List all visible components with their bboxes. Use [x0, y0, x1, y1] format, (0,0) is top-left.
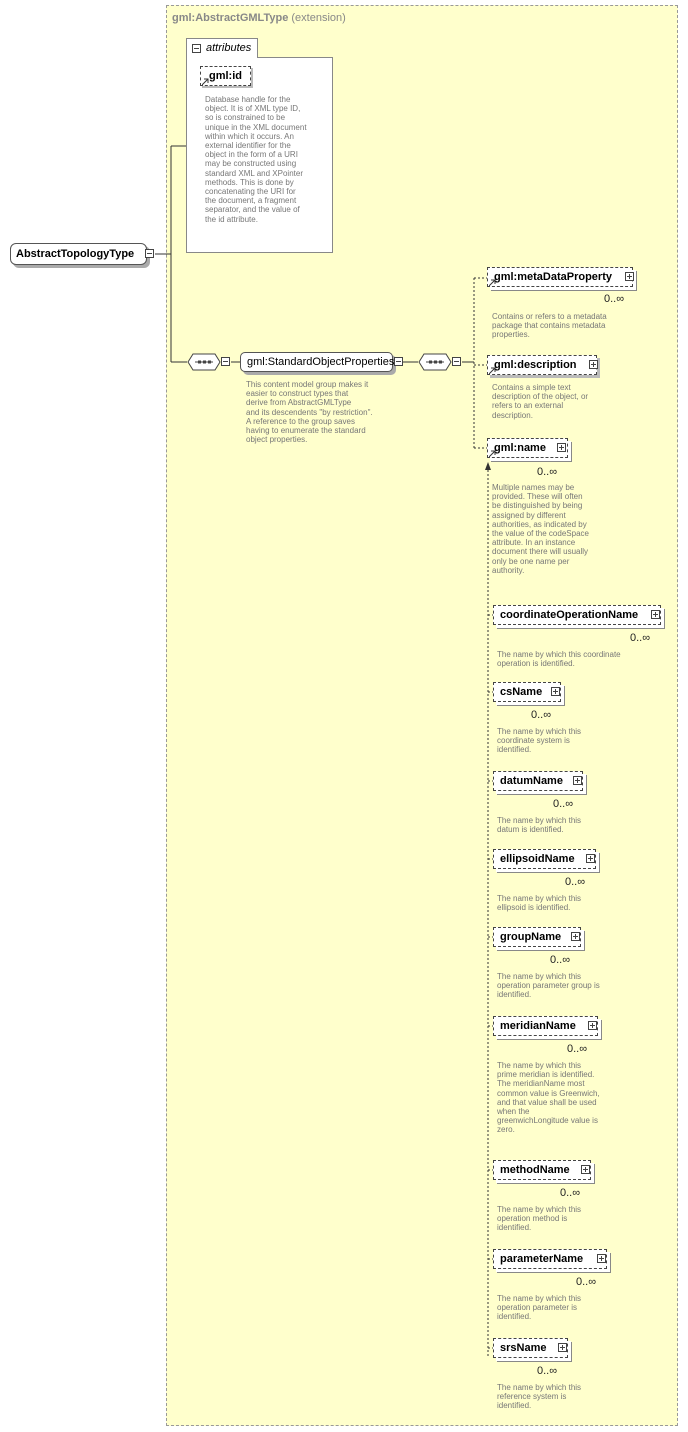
- element-label: meridianName: [500, 1020, 576, 1032]
- element-description: The name by which this coordinate system is identified.: [497, 727, 582, 755]
- expand-icon[interactable]: [586, 854, 595, 863]
- element-label: gml:name: [494, 442, 546, 454]
- element-label: gml:metaDataProperty: [494, 271, 612, 283]
- multiplicity: 0..∞: [531, 709, 552, 721]
- element-label: parameterName: [500, 1253, 584, 1265]
- element-srsname[interactable]: [493, 1338, 568, 1358]
- collapse-icon[interactable]: [145, 249, 154, 258]
- expand-icon[interactable]: [581, 1165, 590, 1174]
- attributes-tab-label: attributes: [206, 42, 252, 54]
- root-element-abstracttopologytype[interactable]: [10, 243, 147, 265]
- reference-arrow-icon: [489, 279, 496, 286]
- element-description: Contains or refers to a metadata package that contains metadata properties.: [492, 312, 607, 340]
- element-gml-description[interactable]: [487, 355, 597, 375]
- root-element-label: AbstractTopologyType: [16, 248, 135, 260]
- multiplicity: 0..∞: [550, 954, 571, 966]
- extension-kind: (extension): [291, 12, 346, 24]
- element-ellipsoidname[interactable]: [493, 849, 596, 869]
- element-parametername[interactable]: [493, 1249, 607, 1269]
- sequence-compositor-icon: [418, 353, 452, 371]
- element-description: The name by which this prime meridian is identified. The meridianName most common value is Greenwich, and that value shall be used when the greenwichLongitude value is zero.: [497, 1061, 600, 1135]
- multiplicity: 0..∞: [567, 1043, 588, 1055]
- attribute-gml-id-description: Database handle for the object. It is of XML type ID, so is constrained to be unique in the XML document within which it occurs. An external identifier for the object in the form of a URI may be constructed using standard XML and XPointer methods. This is done by concatenating the URI for the document, a fragment separator, and the value of the id attribute.: [205, 95, 307, 224]
- element-label: ellipsoidName: [500, 853, 575, 865]
- expand-icon[interactable]: [558, 1343, 567, 1352]
- sequence-compositor-icon: [187, 353, 221, 371]
- element-label: srsName: [500, 1342, 547, 1354]
- expand-icon[interactable]: [571, 932, 580, 941]
- element-label: groupName: [500, 931, 562, 943]
- element-description: Contains a simple text description of the object, or refers to an external description.: [492, 383, 589, 420]
- element-description: The name by which this ellipsoid is identified.: [497, 894, 582, 913]
- element-description: Multiple names may be provided. These will often be distinguished by being assigned by different authorities, as indicated by the value of the codeSpace attribute. In an instance document there will usually only be one name per authority.: [492, 483, 589, 575]
- multiplicity: 0..∞: [553, 798, 574, 810]
- element-description: The name by which this operation parameter is identified.: [497, 1294, 582, 1322]
- element-description: The name by which this operation parameter group is identified.: [497, 972, 600, 1000]
- collapse-sequence-icon[interactable]: [452, 357, 461, 366]
- expand-icon[interactable]: [597, 1254, 606, 1263]
- expand-icon[interactable]: [651, 610, 660, 619]
- element-description: The name by which this coordinate operation is identified.: [497, 650, 621, 669]
- element-meridianname[interactable]: [493, 1016, 598, 1036]
- attribute-gml-id-label: gml:id: [209, 70, 242, 82]
- expand-icon[interactable]: [573, 776, 582, 785]
- group-description: This content model group makes it easier to construct types that derive from AbstractGMLType and its descendents "by restriction". A reference to the group saves having to enumerate the standard object properties.: [246, 380, 373, 445]
- multiplicity: 0..∞: [576, 1276, 597, 1288]
- extension-type-name: gml:AbstractGMLType: [172, 12, 289, 24]
- expand-icon[interactable]: [589, 360, 598, 369]
- element-methodname[interactable]: [493, 1160, 591, 1180]
- element-description: The name by which this datum is identified.: [497, 816, 582, 835]
- element-datumname[interactable]: [493, 771, 583, 791]
- element-description: The name by which this operation method is identified.: [497, 1205, 582, 1233]
- expand-icon[interactable]: [551, 687, 560, 696]
- element-groupname[interactable]: [493, 927, 581, 947]
- collapse-sequence-icon[interactable]: [221, 357, 230, 366]
- collapse-attributes-icon[interactable]: [192, 44, 201, 53]
- multiplicity: 0..∞: [565, 876, 586, 888]
- reference-arrow-icon: [202, 78, 209, 85]
- multiplicity: 0..∞: [537, 466, 558, 478]
- element-label: coordinateOperationName: [500, 609, 639, 621]
- group-gml-standardobjectproperties[interactable]: [240, 352, 393, 372]
- element-gml-metadataproperty[interactable]: [487, 267, 633, 287]
- element-coordinateoperationname[interactable]: [493, 605, 661, 625]
- reference-arrow-icon: [489, 450, 496, 457]
- multiplicity: 0..∞: [630, 632, 651, 644]
- element-label: methodName: [500, 1164, 570, 1176]
- multiplicity: 0..∞: [537, 1365, 558, 1377]
- group-label: gml:StandardObjectProperties: [247, 356, 395, 368]
- expand-icon[interactable]: [588, 1021, 597, 1030]
- multiplicity: 0..∞: [560, 1187, 581, 1199]
- element-label: datumName: [500, 775, 563, 787]
- expand-icon[interactable]: [625, 272, 634, 281]
- reference-arrow-icon: [489, 367, 496, 374]
- element-gml-name[interactable]: [487, 438, 568, 458]
- multiplicity: 0..∞: [604, 293, 625, 305]
- element-label: gml:description: [494, 359, 577, 371]
- collapse-group-icon[interactable]: [394, 357, 403, 366]
- element-description: The name by which this reference system is identified.: [497, 1383, 582, 1411]
- expand-icon[interactable]: [557, 443, 566, 452]
- element-label: csName: [500, 686, 543, 698]
